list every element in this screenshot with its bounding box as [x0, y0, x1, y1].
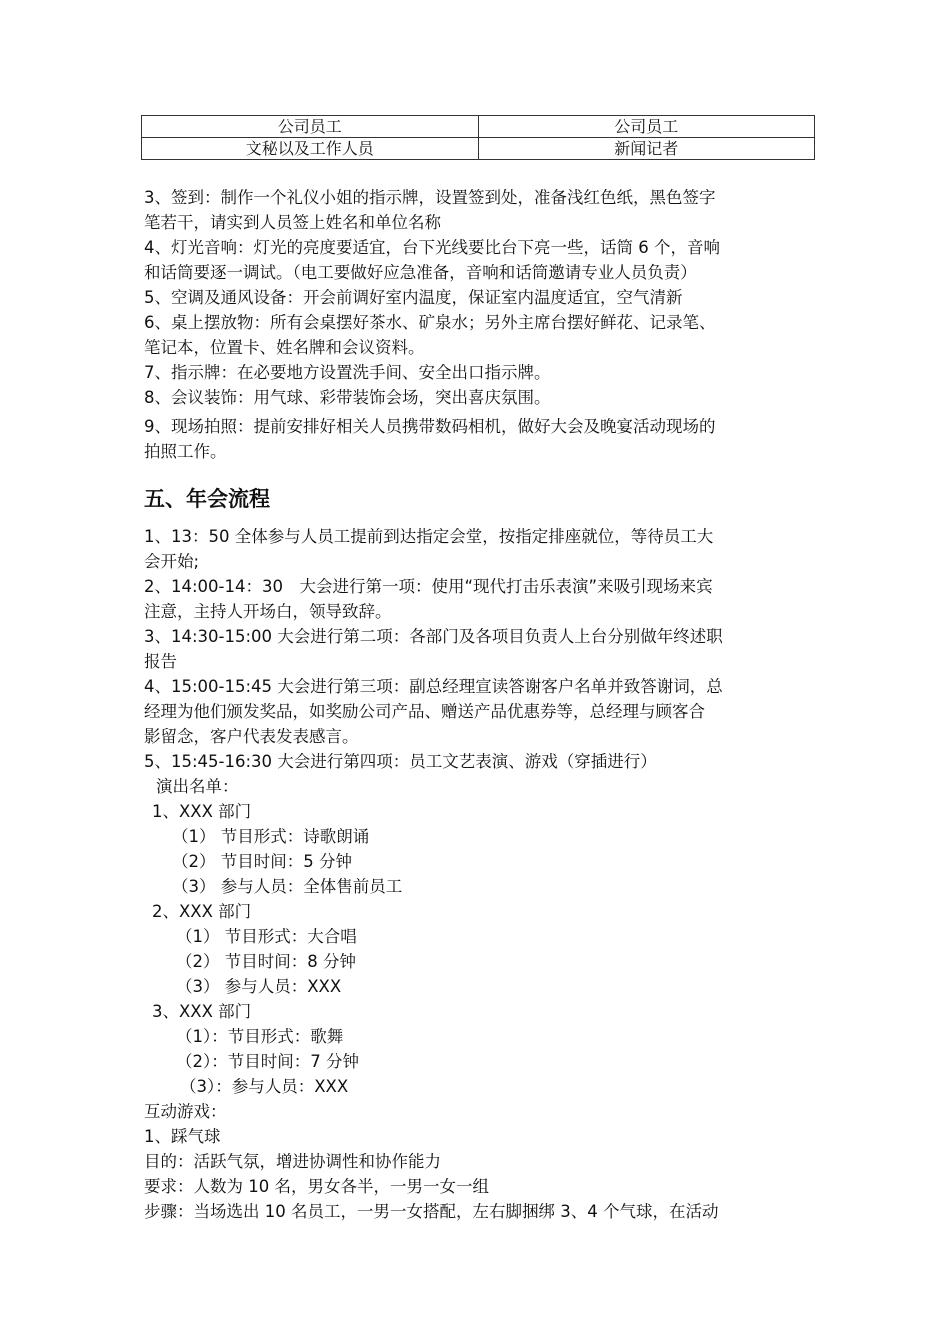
flow-item-4-line-1: 4、15:00-15:45 大会进行第三项：副总经理宣读答谢客户名单并致答谢词，总 [144, 677, 723, 696]
dept-2-item-2: （2） 节目时间：8 分钟 [176, 952, 356, 971]
flow-item-3-line-1: 3、14:30-15:00 大会进行第二项：各部门及各项目负责人上台分别做年终述职 [144, 627, 723, 646]
flow-item-4-line-2: 经理为他们颁发奖品，如奖励公司产品、赠送产品优惠券等，总经理与顾客合 [144, 702, 705, 721]
prep-item-3-line-1: 3、签到：制作一个礼仪小姐的指示牌，设置签到处，准备浅红色纸，黑色签字 [144, 188, 716, 207]
flow-item-1-line-2: 会开始; [144, 552, 200, 571]
staff-table [141, 115, 815, 160]
dept-2-item-1: （1） 节目形式：大合唱 [176, 927, 357, 946]
prep-item-6-line-1: 6、桌上摆放物：所有会桌摆好茶水、矿泉水；另外主席台摆好鲜花、记录笔、 [144, 313, 716, 332]
dept-3-item-3: （3）：参与人员：XXX [180, 1077, 349, 1096]
prep-item-6-line-2: 笔记本，位置卡、姓名牌和会议资料。 [144, 338, 425, 357]
flow-item-2-line-2: 注意，主持人开场白，领导致辞。 [144, 602, 392, 621]
game-1-purpose: 目的：活跃气氛，增进协调性和协作能力 [144, 1152, 441, 1171]
flow-item-2-line-1: 2、14:00-14：30 大会进行第一项：使用“现代打击乐表演”来吸引现场来宾 [144, 577, 713, 596]
game-1-title: 1、踩气球 [144, 1127, 221, 1146]
flow-item-1-line-1: 1、13：50 全体参与人员工提前到达指定会堂，按指定排座就位，等待员工大 [144, 527, 714, 546]
dept-1-item-2: （2） 节目时间：5 分钟 [172, 852, 352, 871]
prep-item-8: 8、会议装饰：用气球、彩带装饰会场，突出喜庆氛围。 [144, 388, 551, 407]
document-body [144, 185, 809, 1224]
prep-item-4-line-2: 和话筒要逐一调试。（电工要做好应急准备，音响和话筒邀请专业人员负责） [144, 263, 697, 282]
table-cell: 新闻记者 [478, 138, 815, 160]
section-heading: 五、年会流程 [144, 487, 270, 511]
dept-1-item-3: （3） 参与人员：全体售前员工 [172, 877, 403, 896]
dept-3-item-2: （2）：节目时间：7 分钟 [176, 1052, 359, 1071]
table-cell: 公司员工 [478, 116, 815, 138]
prep-item-3-line-2: 笔若干，请实到人员签上姓名和单位名称 [144, 213, 441, 232]
flow-item-5: 5、15:45-16:30 大会进行第四项：员工文艺表演、游戏（穿插进行） [144, 752, 657, 771]
table-row [142, 116, 815, 138]
prep-item-9-line-1: 9、现场拍照：提前安排好相关人员携带数码相机，做好大会及晚宴活动现场的 [144, 417, 716, 436]
prep-item-9-line-2: 拍照工作。 [144, 442, 227, 461]
table-cell: 文秘以及工作人员 [142, 138, 479, 160]
program-title: 演出名单： [156, 777, 239, 796]
table-row [142, 138, 815, 160]
games-title: 互动游戏： [144, 1102, 227, 1121]
table-cell: 公司员工 [142, 116, 479, 138]
game-1-requirement: 要求：人数为 10 名，男女各半，一男一女一组 [144, 1177, 489, 1196]
prep-item-4-line-1: 4、灯光音响：灯光的亮度要适宜，台下光线要比台下亮一些，话筒 6 个，音响 [144, 238, 720, 257]
flow-item-3-line-2: 报告 [144, 652, 177, 671]
game-1-steps: 步骤：当场选出 10 名员工，一男一女搭配，左右脚捆绑 3、4 个气球，在活动 [144, 1202, 719, 1221]
dept-1-item-1: （1） 节目形式：诗歌朗诵 [172, 827, 370, 846]
prep-item-7: 7、指示牌：在必要地方设置洗手间、安全出口指示牌。 [144, 363, 551, 382]
dept-3-item-1: （1）：节目形式：歌舞 [176, 1027, 344, 1046]
dept-1: 1、XXX 部门 [152, 802, 252, 821]
prep-item-5: 5、空调及通风设备：开会前调好室内温度，保证室内温度适宜，空气清新 [144, 288, 683, 307]
dept-2-item-3: （3） 参与人员：XXX [176, 977, 342, 996]
flow-item-4-line-3: 影留念，客户代表发表感言。 [144, 727, 359, 746]
dept-2: 2、XXX 部门 [152, 902, 252, 921]
dept-3: 3、XXX 部门 [152, 1002, 252, 1021]
